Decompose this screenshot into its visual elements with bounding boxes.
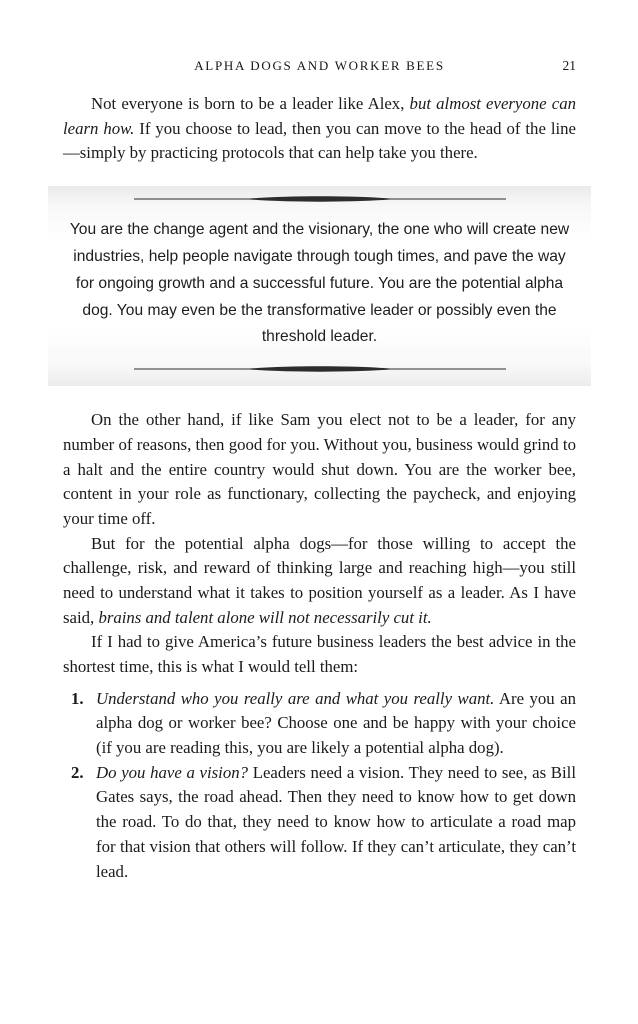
divider-ornament-top	[48, 194, 591, 204]
list-item-text: Understand who you really are and what you really want. Are you an alpha dog or worker bee? Choose one and be happy with your choice (if you are reading this, you are likely a potential alpha dog).	[96, 688, 576, 758]
paragraph: If I had to give America’s future business leaders the best advice in the shortest time, this is what I would tell them:	[63, 632, 576, 676]
paragraph: Not everyone is born to be a leader like Alex, but almost everyone can learn how. If you choose to lead, then you can move to the head of the line—simply by practicing protocols that can help take you there.	[63, 94, 576, 163]
pull-quote-text: You are the change agent and the visionary, the one who will create new industries, help people navigate through tough times, and pave the way for ongoing growth and a successful future. You are the potential alpha dog. You may even be the transformative leader or possibly even the threshold leader.	[69, 221, 570, 346]
pull-quote-section	[48, 186, 591, 386]
page-number: 21	[562, 58, 576, 73]
list-item-number: 2.	[71, 762, 84, 782]
running-header	[63, 58, 576, 74]
list-item-number: 1.	[71, 688, 84, 708]
divider-ornament-bottom	[48, 364, 591, 374]
list-item-text: Do you have a vision? Leaders need a vision. They need to see, as Bill Gates says, the road ahead. Then they need to know how to get down the road. To do that, they need to know how to articulate a road map for that vision that others will follow. If they can’t articulate, they can’t lead.	[96, 762, 576, 881]
chapter-title: ALPHA DOGS AND WORKER BEES	[194, 58, 445, 73]
list-item	[71, 761, 576, 884]
numbered-list	[71, 687, 576, 885]
list-item	[71, 687, 576, 761]
paragraph: But for the potential alpha dogs—for those willing to accept the challenge, risk, and reward of thinking large and reaching high—you still need to understand what it takes to position yourself as a leader. As I have said, brains and talent alone will not necessarily cut it.	[63, 533, 576, 627]
paragraph: On the other hand, if like Sam you elect not to be a leader, for any number of reasons, then good for you. Without you, business would grind to a halt and the entire country would shut down. You are the worker bee, content in your role as functionary, collecting the paycheck, and enjoying your time off.	[63, 410, 576, 528]
page-content	[63, 92, 576, 884]
